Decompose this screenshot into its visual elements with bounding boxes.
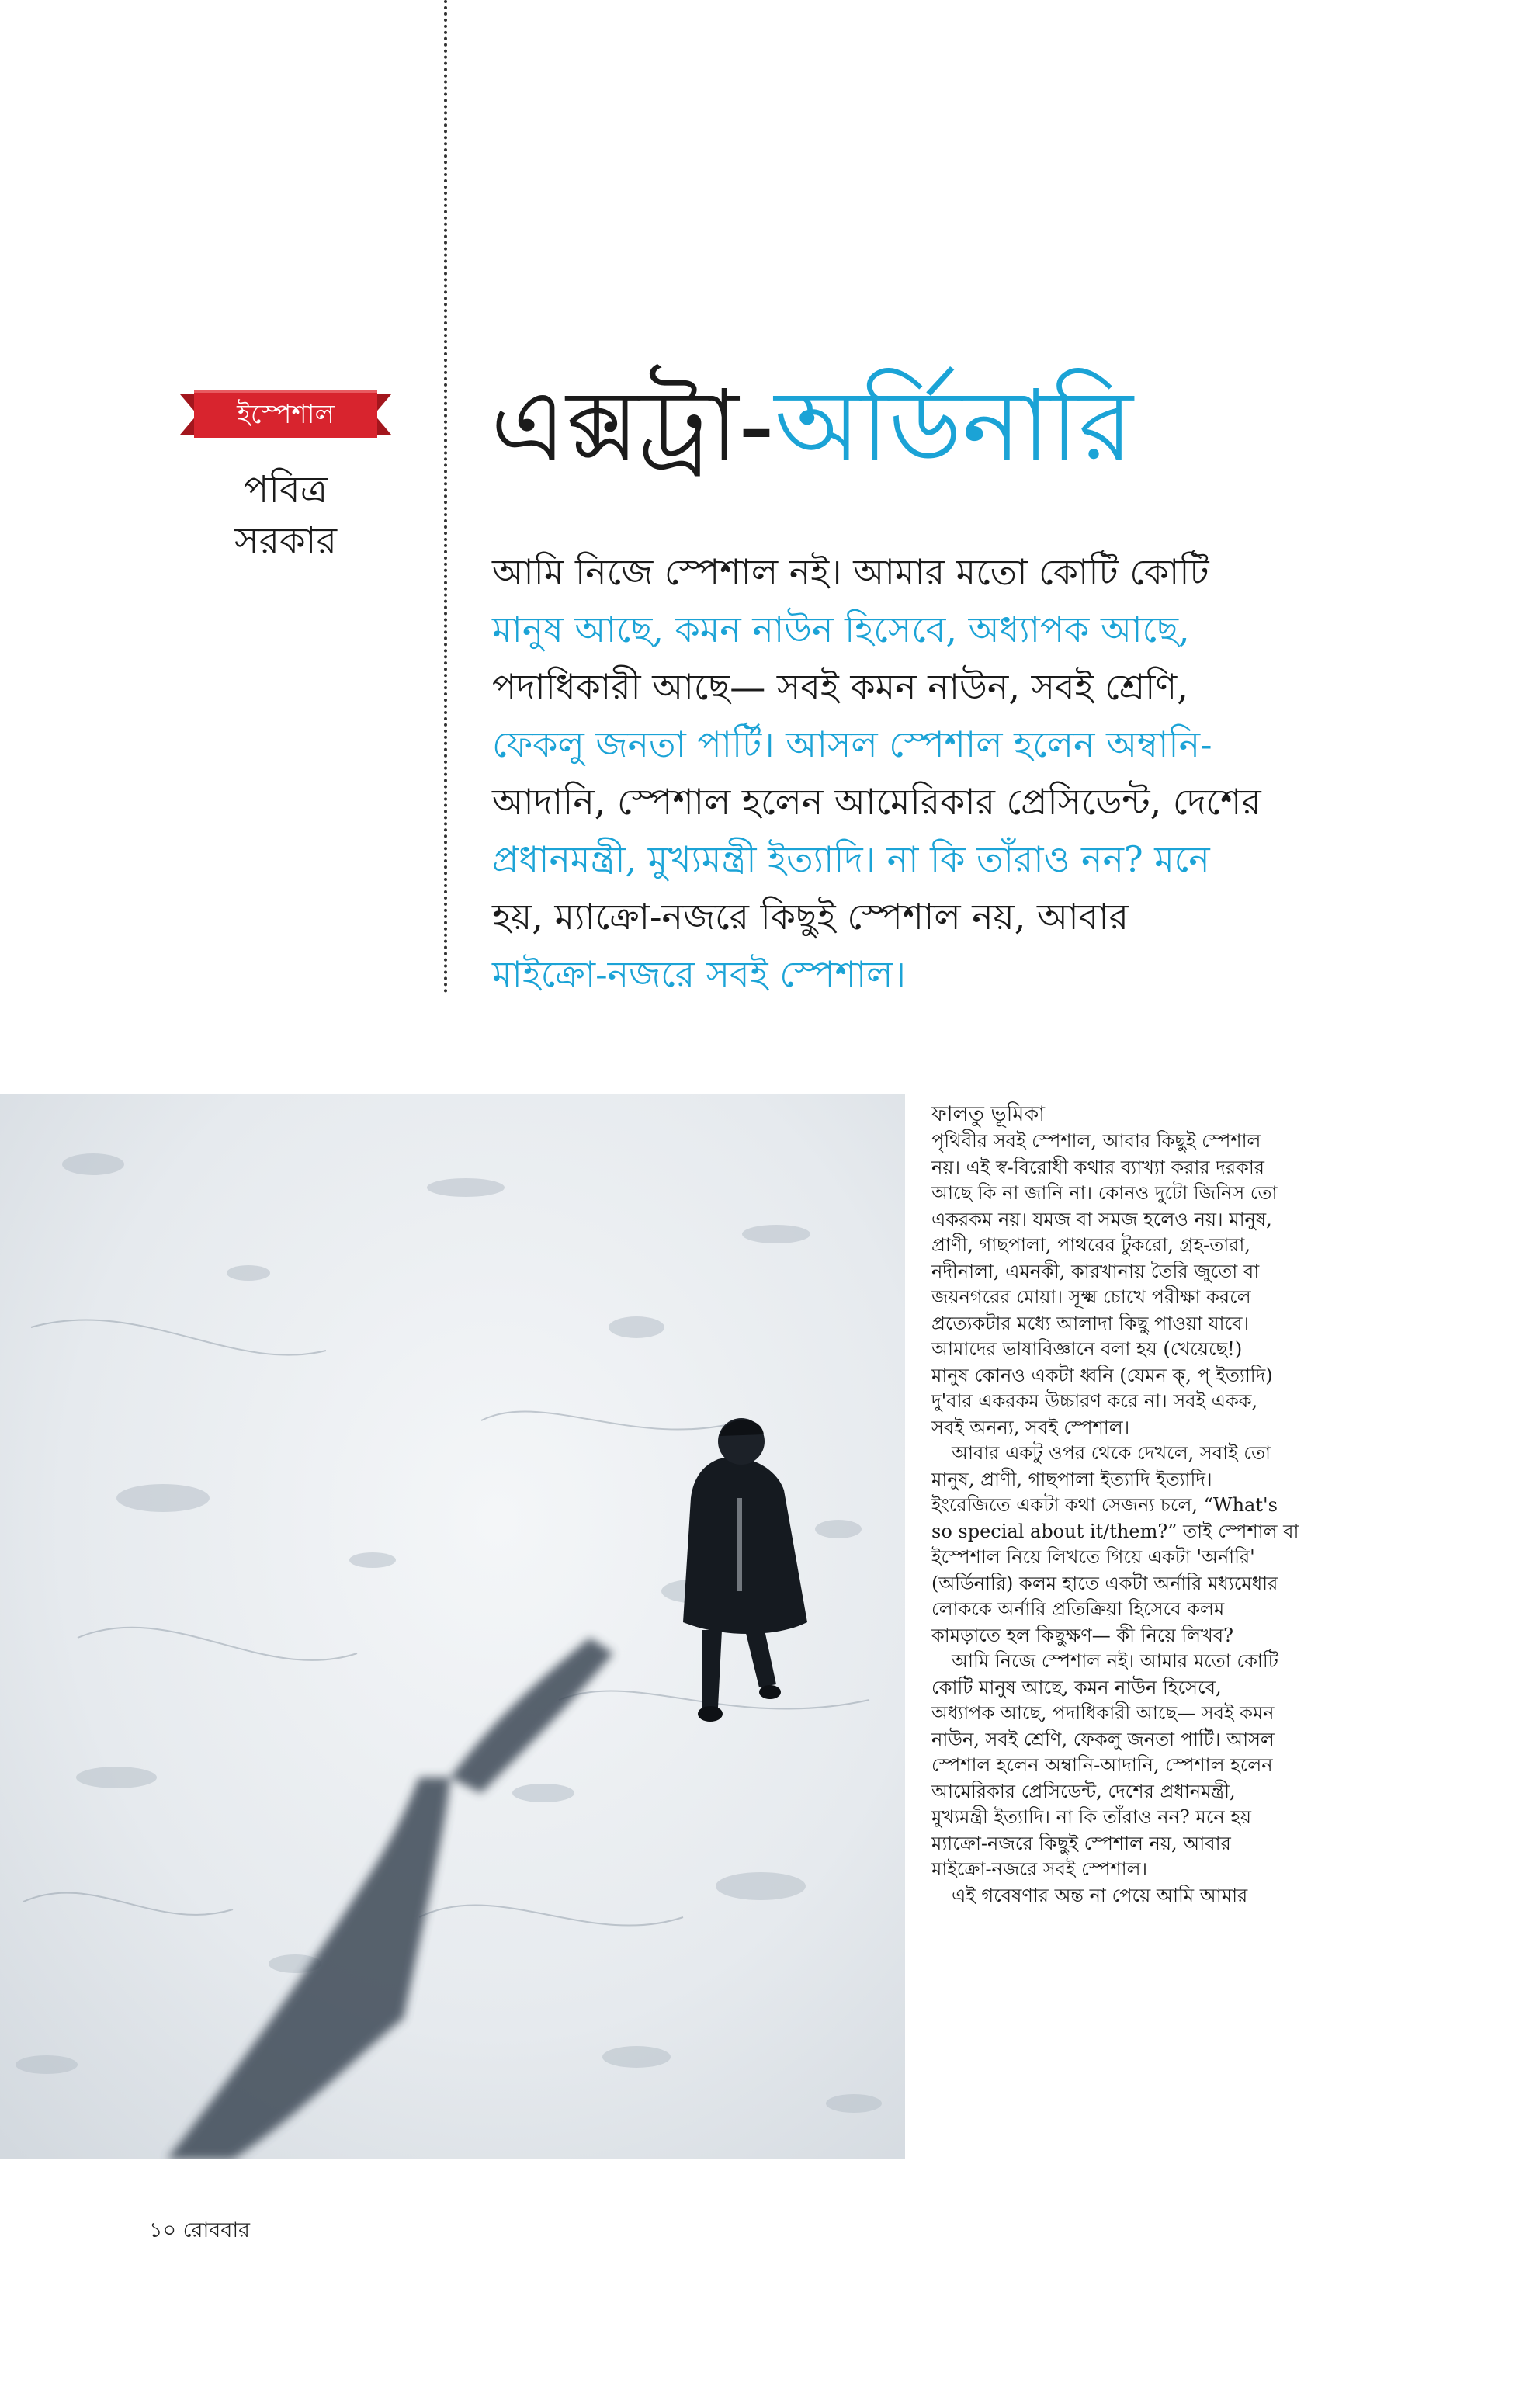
body-line: আছে কি না জানি না। কোনও দুটো জিনিস তো xyxy=(931,1182,1278,1204)
body-line: প্রাণী, গাছপালা, পাথরের টুকরো, গ্রহ-তারা, xyxy=(931,1234,1250,1256)
intro-line: আদানি, স্পেশাল হলেন আমেরিকার প্রেসিডেন্ট, দেশের xyxy=(492,781,1261,823)
intro-line: পদাধিকারী আছে— সবই কমন নাউন, সবই শ্রেণি, xyxy=(492,666,1188,708)
body-line: ইস্পেশাল নিয়ে লিখতে গিয়ে একটা 'অর্নারি' xyxy=(931,1546,1255,1568)
section-tag xyxy=(180,388,391,441)
body-line: স্পেশাল হলেন অম্বানি-আদানি, স্পেশাল হলেন xyxy=(931,1754,1273,1776)
author-first-name: পবিত্র xyxy=(243,468,328,512)
page-footer: ১০ রোববার xyxy=(149,2218,251,2242)
body-line: কোটি মানুষ আছে, কমন নাউন হিসেবে, xyxy=(931,1676,1222,1698)
body-line: so special about it/them?” তাই স্পেশাল বা xyxy=(931,1520,1299,1542)
body-line: মানুষ, প্রাণী, গাছপালা ইত্যাদি ইত্যাদি। xyxy=(931,1468,1212,1490)
body-line: একরকম নয়। যমজ বা সমজ হলেও নয়। মানুষ, xyxy=(931,1208,1272,1230)
intro-line: ফেকলু জনতা পার্টি। আসল স্পেশাল হলেন অম্বানি- xyxy=(492,723,1212,765)
body-line: আমি নিজে স্পেশাল নই। আমার মতো কোটি xyxy=(952,1650,1278,1672)
body-line: নদীনালা, এমনকী, কারখানায় তৈরি জুতো বা xyxy=(931,1260,1260,1282)
headline xyxy=(491,365,1500,489)
intro-line: মানুষ আছে, কমন নাউন হিসেবে, অধ্যাপক আছে, xyxy=(492,609,1190,650)
article-body xyxy=(931,1101,1366,1909)
column-divider xyxy=(444,0,447,994)
feature-photo xyxy=(0,1094,905,2159)
intro-line: প্রধানমন্ত্রী, মুখ্যমন্ত্রী ইত্যাদি। না কি তাঁরাও নন? মনে xyxy=(492,838,1210,880)
intro-line: হয়, ম্যাক্রো-নজরে কিছুই স্পেশাল নয়, আবার xyxy=(492,896,1129,938)
body-line: কামড়াতে হল কিছুক্ষণ— কী নিয়ে লিখব? xyxy=(931,1624,1233,1646)
body-line: দু'বার একরকম উচ্চারণ করে না। সবই একক, xyxy=(931,1390,1258,1412)
body-line: ম্যাক্রো-নজরে কিছুই স্পেশাল নয়, আবার xyxy=(931,1832,1231,1854)
author-last-name: সরকার xyxy=(234,519,337,563)
body-line: আমেরিকার প্রেসিডেন্ট, দেশের প্রধানমন্ত্রী, xyxy=(931,1780,1236,1802)
section-tag-label: ইস্পেশাল xyxy=(237,399,335,430)
intro-line: মাইক্রো-নজরে সবই স্পেশাল। xyxy=(492,953,906,995)
body-line: আমাদের ভাষাবিজ্ঞানে বলা হয় (খেয়েছে!) xyxy=(931,1338,1243,1360)
headline-part-1: এক্সট্রা- xyxy=(491,369,775,484)
intro-paragraph xyxy=(492,543,1361,1003)
body-line: মাইক্রো-নজরে সবই স্পেশাল। xyxy=(931,1858,1148,1880)
body-line: মুখ্যমন্ত্রী ইত্যাদি। না কি তাঁরাও নন? মনে হয় xyxy=(931,1806,1252,1828)
headline-part-2: অর্ডিনারি xyxy=(774,369,1133,484)
body-line: ইংরেজিতে একটা কথা সেজন্য চলে, “What's xyxy=(931,1494,1278,1516)
author-byline xyxy=(183,464,388,567)
body-line: পৃথিবীর সবই স্পেশাল, আবার কিছুই স্পেশাল xyxy=(931,1130,1261,1152)
snow-walker-photo-icon xyxy=(0,1094,905,2159)
body-line: (অর্ডিনারি) কলম হাতে একটা অর্নারি মধ্যমেধার xyxy=(931,1572,1278,1594)
body-line: নয়। এই স্ব-বিরোধী কথার ব্যাখ্যা করার দরকার xyxy=(931,1156,1264,1178)
body-line: এই গবেষণার অন্ত না পেয়ে আমি আমার xyxy=(952,1884,1248,1906)
intro-line: আমি নিজে স্পেশাল নই। আমার মতো কোটি কোটি xyxy=(492,551,1209,593)
body-subhead: ফালতু ভূমিকা xyxy=(931,1102,1046,1126)
body-line: সবই অনন্য, সবই স্পেশাল। xyxy=(931,1416,1130,1438)
body-line: আবার একটু ওপর থেকে দেখলে, সবাই তো xyxy=(952,1442,1271,1464)
body-line: অধ্যাপক আছে, পদাধিকারী আছে— সবই কমন xyxy=(931,1702,1275,1724)
body-line: প্রত্যেকটার মধ্যে আলাদা কিছু পাওয়া যাবে। xyxy=(931,1312,1250,1334)
body-line: নাউন, সবই শ্রেণি, ফেকলু জনতা পার্টি। আসল xyxy=(931,1728,1275,1750)
body-line: লোককে অর্নারি প্রতিক্রিয়া হিসেবে কলম xyxy=(931,1598,1225,1620)
body-line: জয়নগরের মোয়া। সূক্ষ্ম চোখে পরীক্ষা করলে xyxy=(931,1286,1251,1308)
body-line: মানুষ কোনও একটা ধ্বনি (যেমন ক্, প্ ইত্যাদি) xyxy=(931,1364,1273,1386)
